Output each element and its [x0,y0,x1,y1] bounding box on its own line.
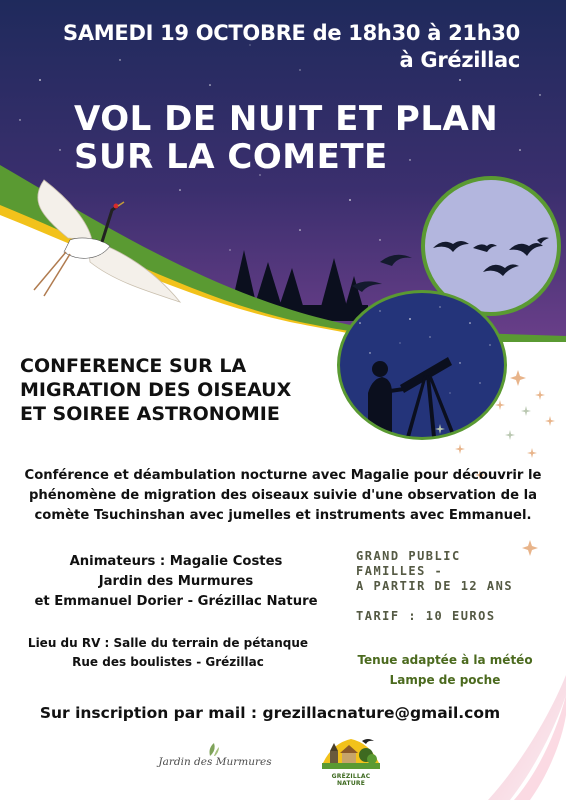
audience-block [356,549,556,594]
location-line2: Rue des boulistes - Grézillac [72,655,264,669]
description-line3: comète Tsuchinshan avec jumelles et instruments avec Emmanuel. [34,508,532,523]
animators-block [18,552,334,612]
village-logo-icon [318,735,384,773]
meteor-icon [470,655,566,800]
price-label: TARIF : 10 EUROS [356,609,496,623]
subtitle-line2: MIGRATION DES OISEAUX [20,379,292,401]
audience-line3: A PARTIR DE 12 ANS [356,579,514,593]
leaf-icon [206,742,220,756]
location-line1: Lieu du RV : Salle du terrain de pétanque [27,636,309,650]
title-line2: SUR LA COMETE [74,137,388,177]
event-date-line1: SAMEDI 19 OCTOBRE de 18h30 à 21h30 [63,21,520,45]
description-line1: Conférence et déambulation nocturne avec Magalie pour découvrir le [24,468,542,483]
description-line2: phénomène de migration des oiseaux suivie d'une observation de la [28,488,538,503]
star-sparkle-icon [400,360,566,560]
audience-line1: GRAND PUBLIC [356,549,461,563]
event-date [0,20,520,74]
event-description [12,466,554,526]
grezillac-nature-logo [318,735,384,787]
grezillac-logo-text: GRÉZILLAC NATURE [331,773,371,787]
jardin-des-murmures-logo [150,742,280,782]
animators-line1: Animateurs : Magalie Costes [69,554,283,569]
animators-line3: et Emmanuel Dorier - Grézillac Nature [34,594,318,609]
audience-line2: FAMILLES - [356,564,444,578]
page-title [74,100,534,176]
jardin-logo-text: Jardin des Murmures [158,756,272,768]
subtitle-line3: ET SOIREE ASTRONOMIE [20,403,280,425]
equipment-line2: Lampe de poche [389,673,501,687]
subtitle-line1: CONFERENCE SUR LA [20,355,247,377]
title-line1: VOL DE NUIT ET PLAN [74,99,499,139]
subtitle [20,354,350,426]
registration-email: Sur inscription par mail : grezillacnature@gmail.com [39,704,501,722]
animators-line2: Jardin des Murmures [98,574,254,589]
meeting-location [18,634,318,672]
equipment-line1: Tenue adaptée à la météo [357,653,533,667]
event-place-line: à Grézillac [399,48,520,72]
